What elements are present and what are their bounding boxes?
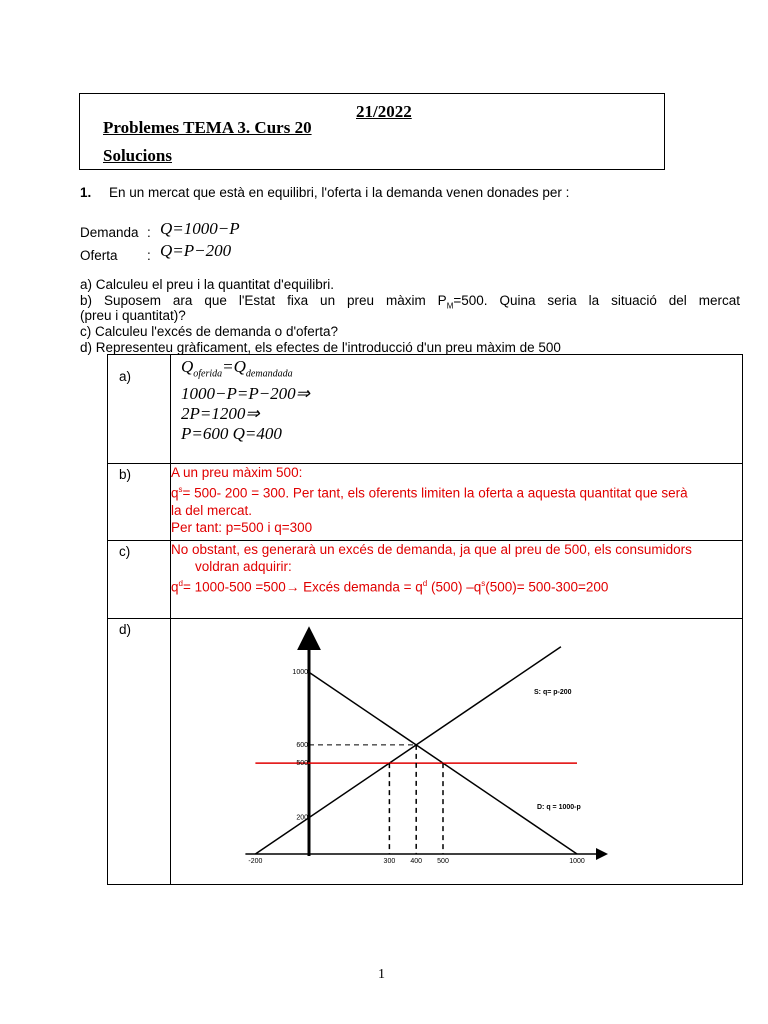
y-tick-label-0: 1000: [292, 669, 308, 677]
row-label-a: a): [108, 355, 171, 464]
y-tick-label-3: 200: [296, 814, 308, 822]
question-d: d) Representeu gràficament, els efectes de l'introducció d'un preu màxim de 500: [80, 340, 561, 355]
x-tick-label-3: 500: [437, 858, 449, 865]
question-c: c) Calculeu l'excés de demanda o d'oferta?: [80, 324, 339, 339]
demand-formula: Q=1000−P: [160, 219, 240, 238]
row-label-b: b): [108, 464, 171, 541]
solution-a-line4: P=600 Q=400: [181, 424, 282, 444]
x-tick-label-2: 400: [410, 858, 423, 865]
solution-b-line3: la del mercat.: [171, 502, 253, 518]
solution-b-line2: $q^s= 500-$ 200 = 300. Per tant, els oferents limiten la oferta a aquesta quantitat que serà: [171, 485, 688, 501]
y-tick-label-2: 500: [296, 760, 308, 768]
question-a: a) Calculeu el preu i la quantitat d'equilibri.: [80, 277, 334, 292]
demand-colon: :: [147, 225, 151, 240]
supply-label: S: q= p-200: [534, 689, 572, 696]
doc-title: Problemes TEMA 3. Curs 20: [103, 118, 312, 137]
question-b-text: b) Suposem ara que l'Estat fixa un preu màxim P: [80, 293, 447, 308]
solution-c-line3: $q^d= 1000-500 =500\to$ Excés demanda = $q^d$ (500) $-q^s(500)= 500-300=200$: [171, 579, 609, 595]
question-b-cont: (preu i quantitat)?: [80, 308, 186, 323]
solution-b-line1: A un preu màxim 500:: [171, 465, 303, 480]
supply-colon: :: [147, 248, 151, 263]
solution-c-line1: No obstant, es generarà un excés de demanda, ja que al preu de 500, els consumidors: [171, 542, 692, 557]
solution-a-line2: 1000−P=P−200⇒: [181, 384, 310, 404]
row-label-d: d): [108, 619, 171, 885]
solution-a-line1: $Q_{oferida}=Q_{demandada}$: [181, 357, 293, 380]
doc-subtitle: Solucions: [103, 146, 172, 165]
series-line-0: [255, 647, 561, 854]
supply-formula: Q=P−200: [160, 241, 232, 260]
problem-intro-text: En un mercat que està en equilibri, l'oferta i la demanda venen donades per :: [109, 185, 570, 200]
demand-label: D: q = 1000-p: [537, 804, 581, 811]
question-b-text-2: =500. Quina seria la situació del mercat: [453, 293, 740, 308]
solution-c-line2: voldran adquirir:: [195, 559, 292, 574]
y-tick-label-1: 600: [296, 741, 308, 749]
solution-b-line4: Per tant: p=500 i q=300: [171, 519, 313, 535]
page-number: 1: [378, 967, 385, 982]
doc-title-year: 21/2022: [356, 102, 412, 121]
demand-label: Demanda: [80, 225, 139, 240]
pmax-subscript: M: [446, 301, 454, 311]
row-label-c: c): [108, 541, 171, 619]
supply-label: Oferta: [80, 248, 118, 263]
x-tick-label-1: 300: [383, 858, 396, 865]
problem-number: 1.: [80, 185, 92, 200]
solution-a-line3: 2P=1200⇒: [181, 404, 260, 424]
x-tick-label-0: -200: [248, 858, 263, 865]
x-tick-label-4: 1000: [569, 858, 585, 865]
